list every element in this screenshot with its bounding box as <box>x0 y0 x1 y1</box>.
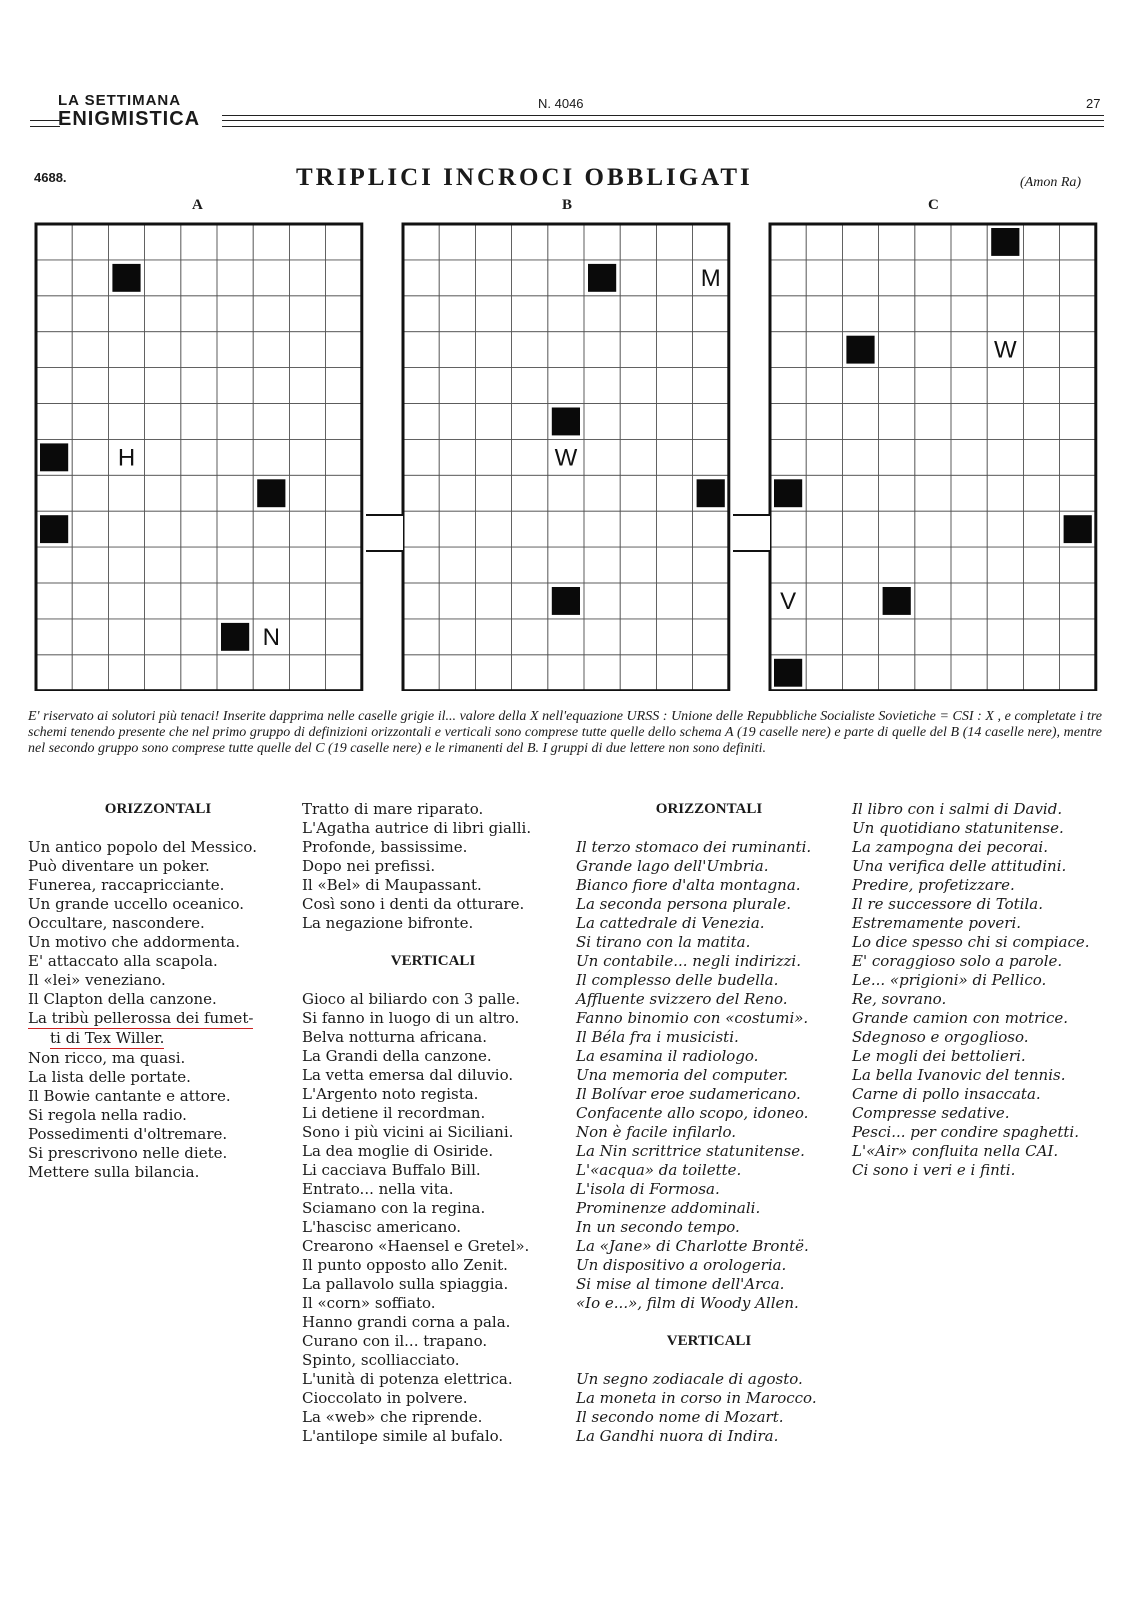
black-square <box>991 228 1019 256</box>
page-number: 27 <box>1086 96 1101 111</box>
clue: Il «Bel» di Maupassant. <box>302 876 482 894</box>
clue: Entrato... nella vita. <box>302 1180 454 1198</box>
clue: E' attaccato alla scapola. <box>28 952 218 970</box>
black-square <box>588 264 616 292</box>
clue: Un contabile... negli indirizzi. <box>576 952 801 970</box>
clue: L'hascisc americano. <box>302 1218 462 1236</box>
underlined-clue-text: La tribù pellerossa dei fumet- <box>28 1009 254 1027</box>
black-square <box>552 587 580 615</box>
black-square <box>774 659 802 687</box>
grid-background <box>770 224 1096 691</box>
clue: L'Agatha autrice di libri gialli. <box>302 819 532 837</box>
grid-bridge-bc <box>733 514 770 552</box>
black-square <box>221 623 249 651</box>
clue: Il complesso delle budella. <box>576 971 779 989</box>
clue: Tratto di mare riparato. <box>302 800 484 818</box>
clue: Fanno binomio con «costumi». <box>576 1009 809 1027</box>
clue: Le... «prigioni» di Pellico. <box>852 971 1047 989</box>
clue: Il secondo nome di Mozart. <box>576 1408 784 1426</box>
clue: Belva notturna africana. <box>302 1028 488 1046</box>
issue-number: N. 4046 <box>538 96 584 111</box>
clue: Non ricco, ma quasi. <box>28 1049 186 1067</box>
clue: La «Jane» di Charlotte Brontë. <box>576 1237 809 1255</box>
underlined-clue-text: ti di Tex Willer. <box>50 1029 165 1047</box>
crossword-grid-c[interactable] <box>768 222 1102 691</box>
clue: L'antilope simile al bufalo. <box>302 1427 504 1445</box>
clue: La vetta emersa dal diluvio. <box>302 1066 514 1084</box>
clue: La lista delle portate. <box>28 1068 191 1086</box>
clue: Occultare, nascondere. <box>28 914 205 932</box>
clue: Curano con il... trapano. <box>302 1332 488 1350</box>
clue: Bianco fiore d'alta montagna. <box>576 876 801 894</box>
clue: La negazione bifronte. <box>302 914 474 932</box>
clue: Un antico popolo del Messico. <box>28 838 257 856</box>
black-square <box>40 515 68 543</box>
clues-column-2 <box>302 800 564 1446</box>
black-square <box>1064 515 1092 543</box>
clue: Il re successore di Totila. <box>852 895 1043 913</box>
instructions: E' riservato ai solutori più tenaci! Inserite dapprima nelle caselle grigie il... valore della X nell'equazione URSS : Unione delle Repubbliche Socialiste Sovietiche = CSI : X , e completate i tre schemi tenendo presente che nel primo gruppo di definizioni orizzontali e verticali sono comprese tutte quelle dello schema A (19 caselle nere) e parte di quelle del B (14 caselle nere), mentre nel secondo gruppo sono comprese tutte quelle del C (19 caselle nere) e le rimanenti del B. I gruppi di due lettere non sono definiti. <box>28 709 1102 756</box>
header-rule <box>222 120 1104 121</box>
clue: Re, sovrano. <box>852 990 947 1008</box>
black-square <box>774 479 802 507</box>
clue: Sciamano con la regina. <box>302 1199 486 1217</box>
grid-label-c: C <box>928 197 939 213</box>
crossword-grid-b[interactable] <box>401 222 735 691</box>
clue: Crearono «Haensel e Gretel». <box>302 1237 530 1255</box>
black-square <box>552 408 580 436</box>
clue: Si regola nella radio. <box>28 1106 187 1124</box>
clue: Affluente svizzero del Reno. <box>576 990 788 1008</box>
header-rule <box>222 126 1104 127</box>
clue: Prominenze addominali. <box>576 1199 761 1217</box>
clue: Sono i più vicini ai Siciliani. <box>302 1123 514 1141</box>
clue: Possedimenti d'oltremare. <box>28 1125 228 1143</box>
header-rule <box>222 115 1104 116</box>
clue: La seconda persona plurale. <box>576 895 792 913</box>
clue: Dopo nei prefissi. <box>302 857 436 875</box>
black-square <box>846 336 874 364</box>
grid-background <box>36 224 362 691</box>
clue: La bella Ivanovic del tennis. <box>852 1066 1066 1084</box>
clue: La moneta in corso in Marocco. <box>576 1389 817 1407</box>
clue: Il libro con i salmi di David. <box>852 800 1063 818</box>
clue: Il terzo stomaco dei ruminanti. <box>576 838 812 856</box>
puzzle-author: (Amon Ra) <box>1020 175 1082 190</box>
clue: Un motivo che addormenta. <box>28 933 240 951</box>
clue: Un quotidiano statunitense. <box>852 819 1064 837</box>
clue: Una verifica delle attitudini. <box>852 857 1067 875</box>
black-square <box>112 264 140 292</box>
header-rule <box>30 126 60 127</box>
clue: La Gandhi nuora di Indira. <box>576 1427 779 1445</box>
clue: Grande lago dell'Umbria. <box>576 857 769 875</box>
grid-label-a: A <box>192 197 203 213</box>
clue: Può diventare un poker. <box>28 857 210 875</box>
clue: L'isola di Formosa. <box>576 1180 720 1198</box>
clue: Cioccolato in polvere. <box>302 1389 468 1407</box>
clue <box>28 1029 288 1049</box>
heading-verticali: VERTICALI <box>390 953 476 969</box>
clues-column-3 <box>576 800 842 1446</box>
clue: La Nin scrittrice statunitense. <box>576 1142 805 1160</box>
clue: Il punto opposto allo Zenit. <box>302 1256 508 1274</box>
clue: Pesci... per condire spaghetti. <box>852 1123 1079 1141</box>
clue: Il «corn» soffiato. <box>302 1294 436 1312</box>
grid-bridge-ab <box>366 514 403 552</box>
clue: Un dispositivo a orologeria. <box>576 1256 787 1274</box>
clue: L'«Air» confluita nella CAI. <box>852 1142 1059 1160</box>
clue: Il Bowie cantante e attore. <box>28 1087 231 1105</box>
clue: Si tirano con la matita. <box>576 933 751 951</box>
clue: Non è facile infilarlo. <box>576 1123 737 1141</box>
clue: Così sono i denti da otturare. <box>302 895 525 913</box>
clue: In un secondo tempo. <box>576 1218 740 1236</box>
clue: La esamina il radiologo. <box>576 1047 759 1065</box>
puzzle-title: TRIPLICI INCROCI OBBLIGATI <box>296 164 753 191</box>
clue: La «web» che riprende. <box>302 1408 483 1426</box>
header-rule <box>30 120 60 121</box>
clue: Confacente allo scopo, idoneo. <box>576 1104 809 1122</box>
clue: Mettere sulla bilancia. <box>28 1163 200 1181</box>
clue: L'unità di potenza elettrica. <box>302 1370 513 1388</box>
clue: Grande camion con motrice. <box>852 1009 1068 1027</box>
given-letter: V <box>780 587 797 615</box>
clues-column-4 <box>852 800 1106 1180</box>
clue: Compresse sedative. <box>852 1104 1010 1122</box>
clue: Spinto, scolliacciato. <box>302 1351 460 1369</box>
clue: La dea moglie di Osiride. <box>302 1142 494 1160</box>
clue: Le mogli dei bettolieri. <box>852 1047 1026 1065</box>
given-letter: W <box>993 336 1017 364</box>
clue: Hanno grandi corna a pala. <box>302 1313 511 1331</box>
clue: Si fanno in luogo di un altro. <box>302 1009 520 1027</box>
black-square <box>257 479 285 507</box>
puzzle-id: 4688. <box>34 170 67 185</box>
clue: Li detiene il recordman. <box>302 1104 486 1122</box>
clue: Ci sono i veri e i finti. <box>852 1161 1016 1179</box>
black-square <box>40 443 68 471</box>
clue: La pallavolo sulla spiaggia. <box>302 1275 509 1293</box>
black-square <box>697 479 725 507</box>
heading-orizzontali-2: ORIZZONTALI <box>655 801 763 817</box>
clues-column-1 <box>28 800 288 1182</box>
clue: Li cacciava Buffalo Bill. <box>302 1161 481 1179</box>
clue: E' coraggioso solo a parole. <box>852 952 1063 970</box>
clue: Predire, profetizzare. <box>852 876 1015 894</box>
clue: «Io e...», film di Woody Allen. <box>576 1294 799 1312</box>
clue: Gioco al biliardo con 3 palle. <box>302 990 520 1008</box>
clue: Sdegnoso e orgoglioso. <box>852 1028 1029 1046</box>
black-square <box>883 587 911 615</box>
clue: Un grande uccello oceanico. <box>28 895 245 913</box>
clue: Il «lei» veneziano. <box>28 971 166 989</box>
clue: Il Bolívar eroe sudamericano. <box>576 1085 801 1103</box>
clue: La zampogna dei pecorai. <box>852 838 1048 856</box>
grid-label-b: B <box>562 197 573 213</box>
masthead-line1: LA SETTIMANA <box>58 92 182 109</box>
clue: Profonde, bassissime. <box>302 838 468 856</box>
clue: Si mise al timone dell'Arca. <box>576 1275 785 1293</box>
clue: Si prescrivono nelle diete. <box>28 1144 228 1162</box>
clue: Il Clapton della canzone. <box>28 990 217 1008</box>
given-letter: W <box>554 444 578 472</box>
clue: La Grandi della canzone. <box>302 1047 492 1065</box>
clue: Il Béla fra i musicisti. <box>576 1028 739 1046</box>
clue: L'«acqua» da toilette. <box>576 1161 742 1179</box>
clue: Carne di pollo insaccata. <box>852 1085 1041 1103</box>
clue: Lo dice spesso chi si compiace. <box>852 933 1090 951</box>
heading-verticali-2: VERTICALI <box>666 1333 752 1349</box>
clue: Funerea, raccapricciante. <box>28 876 225 894</box>
clue <box>28 1009 288 1029</box>
given-letter: M <box>700 264 721 292</box>
crossword-grid-a[interactable] <box>34 222 368 691</box>
clue: Un segno zodiacale di agosto. <box>576 1370 803 1388</box>
masthead <box>58 92 200 128</box>
masthead-line2: ENIGMISTICA <box>58 108 201 130</box>
clue: Una memoria del computer. <box>576 1066 789 1084</box>
given-letter: N <box>262 623 280 651</box>
heading-orizzontali: ORIZZONTALI <box>104 801 212 817</box>
given-letter: H <box>117 444 136 472</box>
clue: Estremamente poveri. <box>852 914 1022 932</box>
clue: L'Argento noto regista. <box>302 1085 479 1103</box>
clue: La cattedrale di Venezia. <box>576 914 765 932</box>
